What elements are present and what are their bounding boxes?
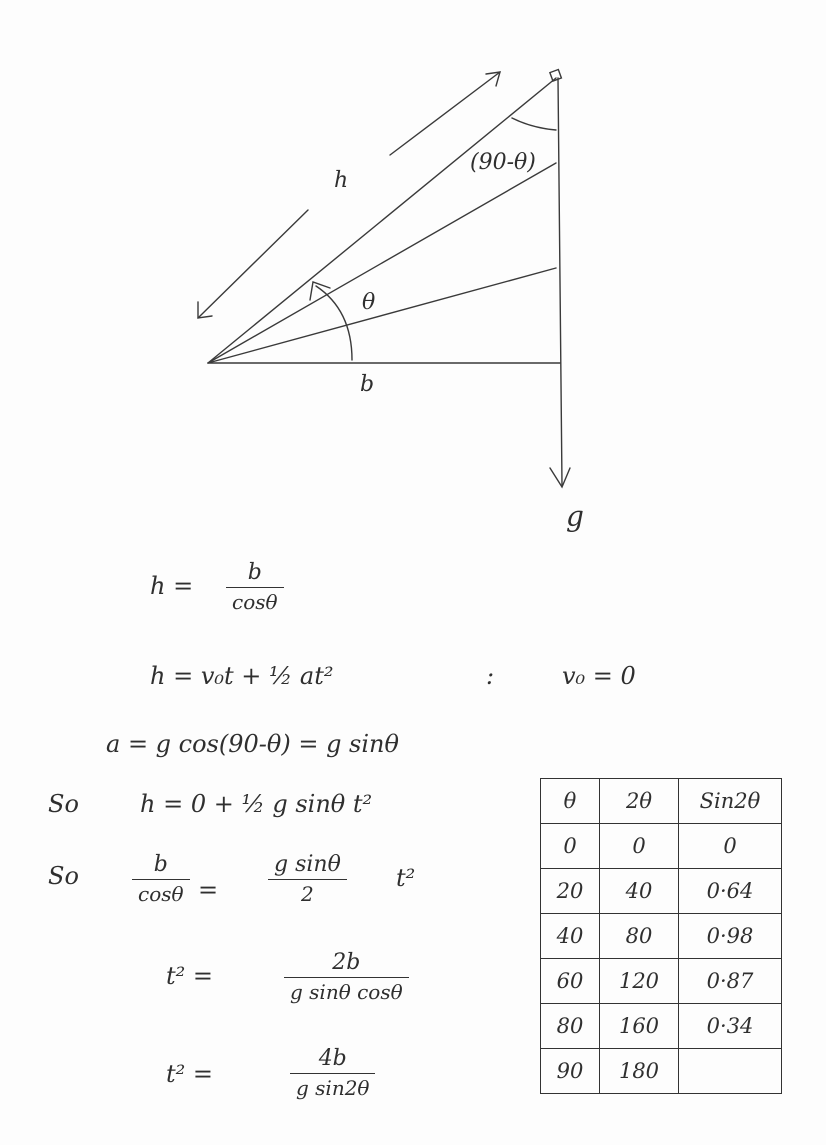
top-marker — [550, 70, 562, 82]
gravity-arrowhead — [550, 468, 570, 487]
h-arrow-down — [198, 210, 308, 318]
table-header-cell: Sin2θ — [679, 779, 782, 824]
eq2-sep: : — [486, 662, 495, 690]
sin2theta-table — [540, 778, 782, 1094]
table-row — [541, 869, 782, 914]
table-cell: 80 — [600, 914, 679, 959]
ray-1 — [208, 78, 556, 363]
theta-label: θ — [362, 290, 376, 315]
table-cell: 20 — [541, 869, 600, 914]
eq5-right-fraction — [268, 852, 347, 906]
eq4-prefix: So — [48, 790, 79, 818]
eq5-left-fraction — [132, 852, 190, 906]
table-cell: 60 — [541, 959, 600, 1004]
eq7-den: g sin2θ — [296, 1076, 370, 1100]
ray-2 — [208, 163, 556, 363]
table-cell: 0·98 — [679, 914, 782, 959]
angle-top-label: (90-θ) — [470, 150, 536, 175]
eq1-num: b — [247, 560, 262, 585]
eq1-fraction — [226, 560, 284, 614]
table-cell: 80 — [541, 1004, 600, 1049]
eq1-den: cosθ — [232, 590, 278, 614]
table-cell: 40 — [541, 914, 600, 959]
eq6-fraction — [284, 950, 409, 1004]
hyp-label: h — [334, 168, 349, 193]
table-cell — [679, 1049, 782, 1094]
eq4-main: h = 0 + ½ g sinθ t² — [140, 790, 373, 818]
base-label: b — [360, 372, 375, 397]
table-cell: 0·64 — [679, 869, 782, 914]
gravity-label: g — [566, 500, 584, 533]
eq5-rden: 2 — [301, 882, 314, 906]
eq5-tail: t² — [396, 864, 416, 892]
table-cell: 90 — [541, 1049, 600, 1094]
table-row — [541, 959, 782, 1004]
table-header-cell: 2θ — [600, 779, 679, 824]
table-cell: 0·87 — [679, 959, 782, 1004]
eq5-rnum: g sinθ — [274, 852, 341, 877]
table-row — [541, 914, 782, 959]
table-cell: 0 — [541, 824, 600, 869]
eq7-fraction — [290, 1046, 375, 1100]
table-cell: 180 — [600, 1049, 679, 1094]
eq7-num: 4b — [318, 1046, 347, 1071]
table-row — [541, 1004, 782, 1049]
eq2-main: h = v₀t + ½ at² — [150, 662, 334, 690]
table-cell: 120 — [600, 959, 679, 1004]
vertical-line — [558, 78, 562, 485]
eq6-lhs: t² = — [166, 962, 214, 990]
table-header-cell: θ — [541, 779, 600, 824]
eq5-prefix: So — [48, 862, 79, 890]
table-cell: 0 — [679, 824, 782, 869]
angle-arc-top — [512, 118, 556, 130]
table-cell: 0 — [600, 824, 679, 869]
ray-3 — [208, 268, 556, 363]
angle-arrowhead — [310, 282, 330, 300]
eq5-equals: = — [198, 876, 219, 904]
eq3: a = g cos(90-θ) = g sinθ — [106, 730, 399, 758]
eq7-lhs: t² = — [166, 1060, 214, 1088]
eq6-den: g sinθ cosθ — [290, 980, 403, 1004]
eq5-lden: cosθ — [138, 882, 184, 906]
table-row — [541, 1049, 782, 1094]
eq2-cond: v₀ = 0 — [562, 662, 636, 690]
table-cell: 40 — [600, 869, 679, 914]
eq6-num: 2b — [332, 950, 361, 975]
table-row — [541, 824, 782, 869]
table-cell: 160 — [600, 1004, 679, 1049]
eq5-lnum: b — [153, 852, 168, 877]
eq1-lhs: h = — [150, 572, 194, 600]
h-arrow-up — [390, 72, 500, 155]
table-header-row — [541, 779, 782, 824]
incline-diagram — [0, 0, 826, 560]
table-cell: 0·34 — [679, 1004, 782, 1049]
